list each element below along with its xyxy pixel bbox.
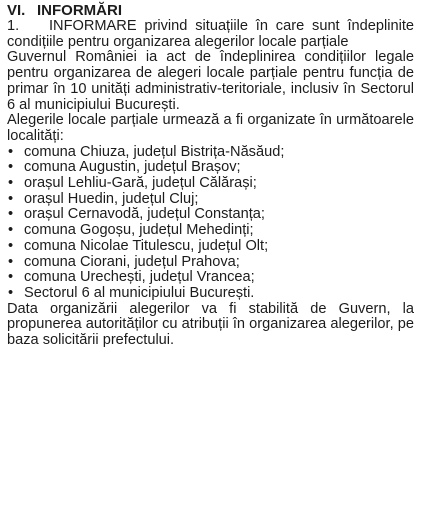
list-item-text: Sectorul 6 al municipiului București. <box>24 284 255 301</box>
section-number: VI. <box>7 2 26 19</box>
list-item-text: comuna Ciorani, județul Prahova; <box>24 253 240 270</box>
bullet-icon: • <box>8 253 14 270</box>
bullet-icon: • <box>8 190 14 207</box>
list-item <box>7 255 414 271</box>
paragraph-date-note: Data organizării alegerilor va fi stabilită de Guvern, la propunerea autorităților cu atribuții în organizarea alegerilor, pe baza solicitării prefectului. <box>7 300 414 349</box>
localities-list <box>7 145 414 302</box>
list-item <box>7 270 414 286</box>
list-item <box>7 176 414 192</box>
list-item-text: comuna Chiuza, județul Bistrița-Năsăud; <box>24 143 285 160</box>
list-item-text: comuna Gogoșu, județul Mehedinți; <box>24 222 254 239</box>
bullet-icon: • <box>8 222 14 239</box>
document-page <box>7 0 414 349</box>
list-item <box>7 207 414 223</box>
paragraph-intro: Guvernul României ia act de îndeplinirea condițiilor legale pentru organizarea de alegeri locale parțiale pentru funcția de primar în 10 unități administrativ-teritoriale, inclusiv în Sectorul 6 al municipiului București. <box>7 49 414 113</box>
list-item <box>7 223 414 239</box>
list-item-text: comuna Urechești, județul Vrancea; <box>24 269 255 286</box>
list-item-text: comuna Augustin, județul Brașov; <box>24 159 241 176</box>
bullet-icon: • <box>8 159 14 176</box>
bullet-icon: • <box>8 143 14 160</box>
bullet-icon: • <box>8 269 14 286</box>
paragraph-localities-intro: Alegerile locale parțiale urmează a fi organizate în următoarele localități: <box>7 112 414 144</box>
list-item <box>7 145 414 161</box>
item-title-text: INFORMARE privind situațiile în care sunt îndeplinite condițiile pentru organizarea alegerilor locale parțiale <box>7 18 414 50</box>
item-number: 1. <box>7 18 20 34</box>
list-item <box>7 286 414 302</box>
list-item-text: orașul Cernavodă, județul Constanța; <box>24 206 265 223</box>
list-item <box>7 239 414 255</box>
bullet-icon: • <box>8 206 14 223</box>
list-item-text: comuna Nicolae Titulescu, județul Olt; <box>24 237 269 254</box>
bullet-icon: • <box>8 175 14 192</box>
list-item <box>7 160 414 176</box>
section-heading <box>7 2 414 19</box>
item-title <box>7 19 414 50</box>
list-item <box>7 192 414 208</box>
bullet-icon: • <box>8 237 14 254</box>
list-item-text: orașul Lehliu-Gară, județul Călărași; <box>24 175 257 192</box>
bullet-icon: • <box>8 284 14 301</box>
list-item-text: orașul Huedin, județul Cluj; <box>24 190 199 207</box>
section-title: INFORMĂRI <box>37 2 122 19</box>
